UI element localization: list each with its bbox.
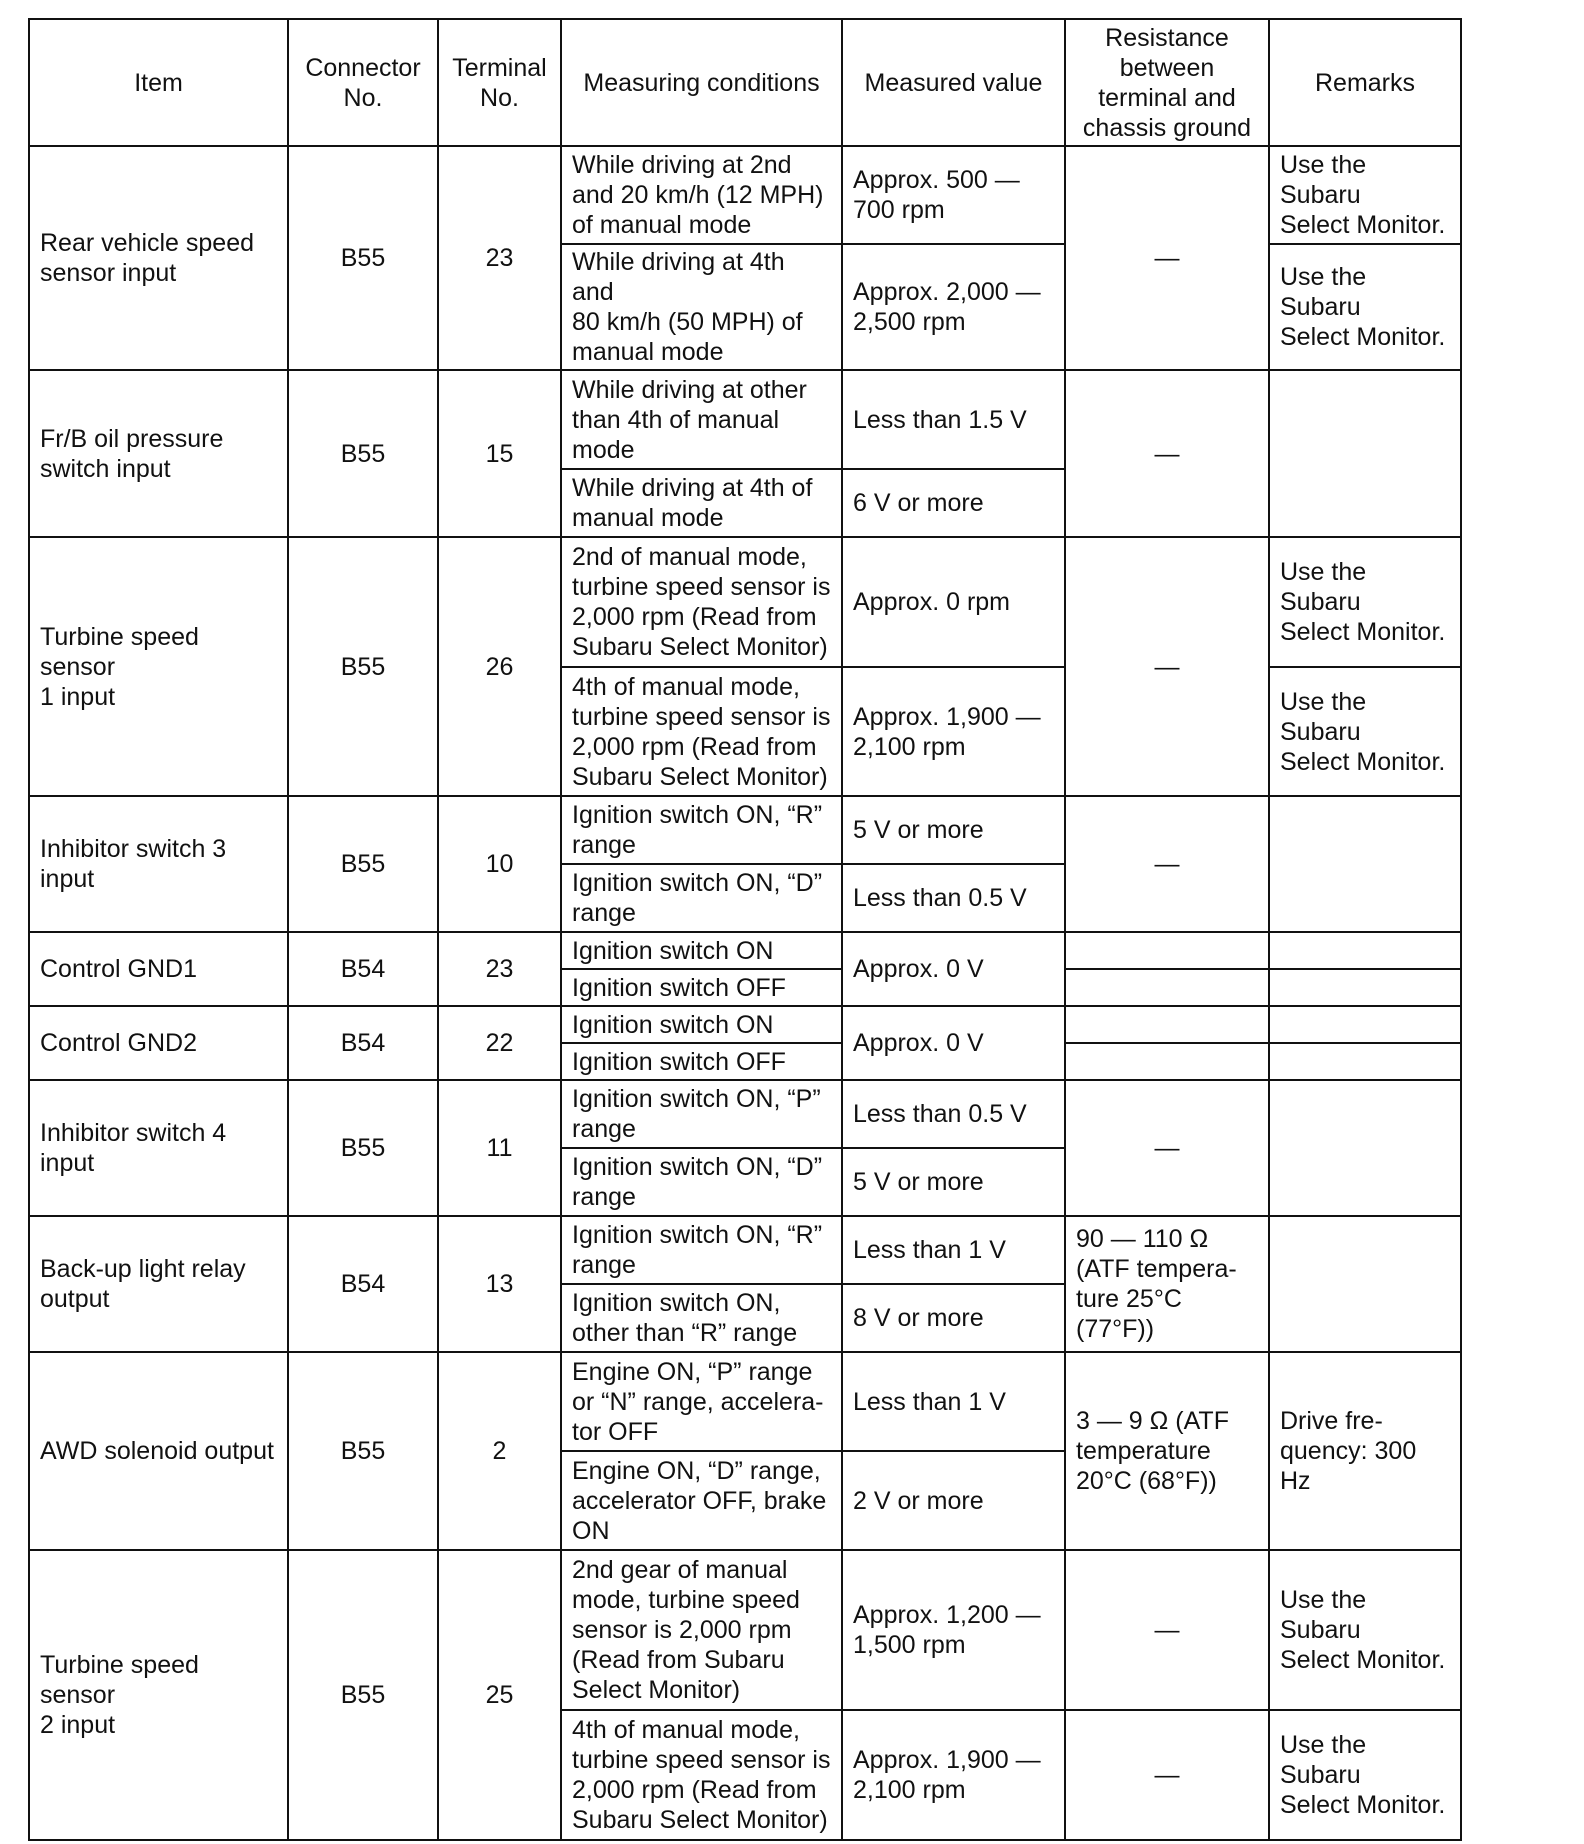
connector-cell: B54 [288, 1006, 438, 1080]
item-cell: AWD solenoid output [29, 1352, 288, 1550]
table-row [29, 1080, 1461, 1148]
table-row [29, 146, 1461, 244]
remarks-cell [1269, 796, 1461, 932]
connector-cell: B55 [288, 796, 438, 932]
value-cell: Approx. 0 V [842, 1006, 1065, 1080]
value-cell: 6 V or more [842, 469, 1065, 537]
table-row [29, 1216, 1461, 1284]
terminal-cell: 23 [438, 146, 561, 370]
table-row [29, 932, 1461, 969]
item-cell: Turbine speed sensor 2 input [29, 1550, 288, 1840]
remarks-cell: Use the Subaru Select Monitor. [1269, 244, 1461, 370]
resistance-cell [1065, 969, 1269, 1006]
table-row [29, 1550, 1461, 1710]
condition-cell: Ignition switch ON, “R” range [561, 1216, 842, 1284]
terminal-cell: 10 [438, 796, 561, 932]
connector-cell: B55 [288, 1550, 438, 1840]
terminal-cell: 13 [438, 1216, 561, 1352]
header-item: Item [29, 19, 288, 146]
condition-cell: Ignition switch ON [561, 932, 842, 969]
connector-cell: B54 [288, 932, 438, 1006]
remarks-cell [1269, 932, 1461, 969]
remarks-cell [1269, 1006, 1461, 1043]
resistance-cell [1065, 1043, 1269, 1080]
resistance-cell: — [1065, 796, 1269, 932]
value-cell: Less than 1 V [842, 1352, 1065, 1451]
remarks-cell [1269, 1080, 1461, 1216]
condition-cell: Ignition switch ON, “P” range [561, 1080, 842, 1148]
header-measured-value: Measured value [842, 19, 1065, 146]
remarks-cell: Drive fre- quency: 300 Hz [1269, 1352, 1461, 1550]
resistance-cell: — [1065, 370, 1269, 537]
remarks-cell [1269, 1216, 1461, 1352]
resistance-cell: — [1065, 146, 1269, 370]
value-cell: Approx. 2,000 — 2,500 rpm [842, 244, 1065, 370]
table-row [29, 370, 1461, 469]
remarks-cell: Use the Subaru Select Monitor. [1269, 667, 1461, 796]
table-row [29, 796, 1461, 864]
condition-cell: While driving at other than 4th of manual mode [561, 370, 842, 469]
resistance-cell: — [1065, 1080, 1269, 1216]
condition-cell: Ignition switch ON, “D” range [561, 864, 842, 932]
value-cell: 5 V or more [842, 1148, 1065, 1216]
condition-cell: While driving at 4th of manual mode [561, 469, 842, 537]
terminal-cell: 22 [438, 1006, 561, 1080]
value-cell: Less than 1 V [842, 1216, 1065, 1284]
connector-cell: B55 [288, 146, 438, 370]
condition-cell: Ignition switch OFF [561, 969, 842, 1006]
remarks-cell [1269, 1043, 1461, 1080]
remarks-cell [1269, 969, 1461, 1006]
item-cell: Inhibitor switch 4 input [29, 1080, 288, 1216]
value-cell: Approx. 500 — 700 rpm [842, 146, 1065, 244]
condition-cell: Ignition switch OFF [561, 1043, 842, 1080]
connector-cell: B55 [288, 1352, 438, 1550]
terminal-cell: 2 [438, 1352, 561, 1550]
item-cell: Inhibitor switch 3 input [29, 796, 288, 932]
resistance-cell: — [1065, 537, 1269, 796]
condition-cell: 4th of manual mode, turbine speed sensor is 2,000 rpm (Read from Subaru Select Monitor) [561, 1710, 842, 1840]
value-cell: Approx. 0 rpm [842, 537, 1065, 667]
header-remarks: Remarks [1269, 19, 1461, 146]
value-cell: Less than 0.5 V [842, 1080, 1065, 1148]
header-terminal: Terminal No. [438, 19, 561, 146]
condition-cell: Ignition switch ON, “R” range [561, 796, 842, 864]
connector-cell: B55 [288, 370, 438, 537]
header-resistance: Resistance between terminal and chassis ground [1065, 19, 1269, 146]
condition-cell: Ignition switch ON [561, 1006, 842, 1043]
value-cell: Approx. 1,900 — 2,100 rpm [842, 667, 1065, 796]
terminal-cell: 26 [438, 537, 561, 796]
value-cell: Less than 1.5 V [842, 370, 1065, 469]
condition-cell: Ignition switch ON, other than “R” range [561, 1284, 842, 1352]
item-cell: Turbine speed sensor 1 input [29, 537, 288, 796]
table-row [29, 1006, 1461, 1043]
condition-cell: 4th of manual mode, turbine speed sensor is 2,000 rpm (Read from Subaru Select Monitor) [561, 667, 842, 796]
item-cell: Control GND2 [29, 1006, 288, 1080]
condition-cell: 2nd of manual mode, turbine speed sensor is 2,000 rpm (Read from Subaru Select Monitor) [561, 537, 842, 667]
resistance-cell [1065, 1006, 1269, 1043]
table-row [29, 537, 1461, 667]
item-cell: Rear vehicle speed sensor input [29, 146, 288, 370]
connector-cell: B55 [288, 1080, 438, 1216]
item-cell: Control GND1 [29, 932, 288, 1006]
value-cell: 5 V or more [842, 796, 1065, 864]
condition-cell: While driving at 4th and 80 km/h (50 MPH) of manual mode [561, 244, 842, 370]
value-cell: Less than 0.5 V [842, 864, 1065, 932]
value-cell: Approx. 1,200 — 1,500 rpm [842, 1550, 1065, 1710]
table-row [29, 1352, 1461, 1451]
terminal-cell: 25 [438, 1550, 561, 1840]
terminal-cell: 15 [438, 370, 561, 537]
terminal-cell: 23 [438, 932, 561, 1006]
condition-cell: Ignition switch ON, “D” range [561, 1148, 842, 1216]
value-cell: 8 V or more [842, 1284, 1065, 1352]
remarks-cell: Use the Subaru Select Monitor. [1269, 537, 1461, 667]
item-cell: Fr/B oil pressure switch input [29, 370, 288, 537]
resistance-cell [1065, 932, 1269, 969]
condition-cell: 2nd gear of manual mode, turbine speed sensor is 2,000 rpm (Read from Subaru Select Monitor) [561, 1550, 842, 1710]
resistance-cell: — [1065, 1550, 1269, 1710]
resistance-cell: 3 — 9 Ω (ATF temperature 20°C (68°F)) [1065, 1352, 1269, 1550]
remarks-cell: Use the Subaru Select Monitor. [1269, 146, 1461, 244]
terminal-spec-table [28, 18, 1462, 1841]
resistance-cell: 90 — 110 Ω (ATF tempera- ture 25°C (77°F)) [1065, 1216, 1269, 1352]
condition-cell: Engine ON, “P” range or “N” range, accelera- tor OFF [561, 1352, 842, 1451]
remarks-cell [1269, 370, 1461, 537]
value-cell: Approx. 1,900 — 2,100 rpm [842, 1710, 1065, 1840]
header-connector: Connector No. [288, 19, 438, 146]
remarks-cell: Use the Subaru Select Monitor. [1269, 1710, 1461, 1840]
condition-cell: Engine ON, “D” range, accelerator OFF, brake ON [561, 1451, 842, 1550]
item-cell: Back-up light relay output [29, 1216, 288, 1352]
header-conditions: Measuring conditions [561, 19, 842, 146]
header-row [29, 19, 1461, 146]
value-cell: 2 V or more [842, 1451, 1065, 1550]
value-cell: Approx. 0 V [842, 932, 1065, 1006]
terminal-cell: 11 [438, 1080, 561, 1216]
connector-cell: B55 [288, 537, 438, 796]
condition-cell: While driving at 2nd and 20 km/h (12 MPH) of manual mode [561, 146, 842, 244]
remarks-cell: Use the Subaru Select Monitor. [1269, 1550, 1461, 1710]
connector-cell: B54 [288, 1216, 438, 1352]
resistance-cell: — [1065, 1710, 1269, 1840]
